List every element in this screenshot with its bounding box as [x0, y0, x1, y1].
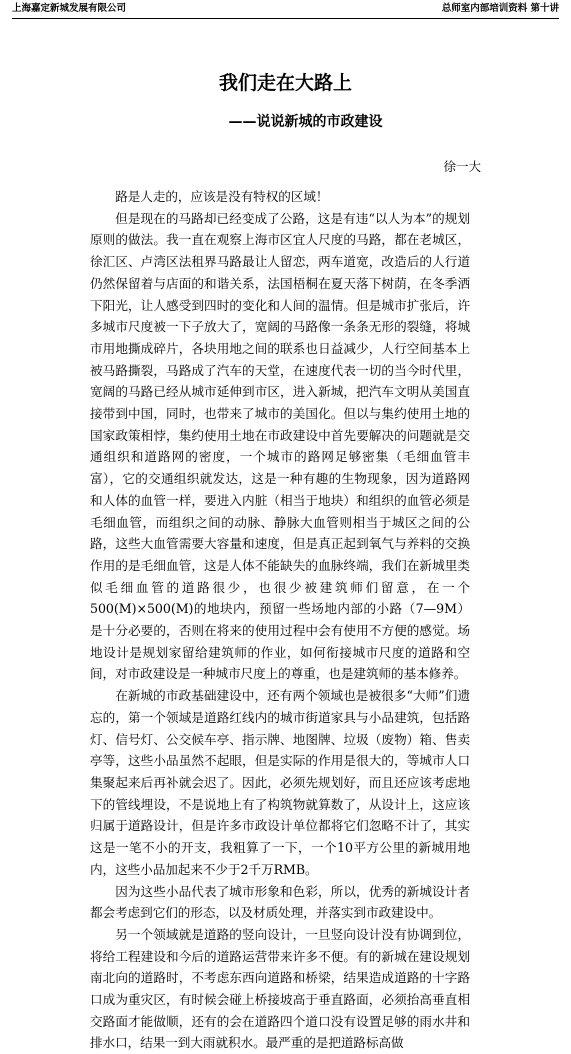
- author-name: 徐一大: [443, 159, 481, 174]
- article-title: 我们走在大路上: [218, 72, 352, 94]
- paragraph: 但是现在的马路却已经变成了公路，这是有违“以人为本”的规划原则的做法。我一直在观察上海市区宜人尺度的马路，都在老城区，徐汇区、卢湾区法租界马路最让人留恋，两车道宽，改造后的人行道仍然保留着与店面的和谐关系，法国梧桐在夏天落下树荫，在冬季洒下阳光，让人感受到四时的变化和人间的温情。但是城市扩张后，许多城市尺度被一下子放大了，宽阔的马路像一条条无形的裂缝，将城市用地撕成碎片，各块用地之间的联系也日益减少，人行空间基本上被马路撕裂，马路成了汽车的天堂，在速度代表一切的当今时代里，宽阔的马路已经从城市延伸到市区，进入新城，把汽车文明从美国直接带到中国，同时，也带来了城市的美国化。但以与集约使用土地的国家政策相悖，集约使用土地在市政建设中首先要解决的问题就是交通组织和道路网的密度，一个城市的路网足够密集（毛细血管丰富），它的交通组织就发达，这是一种有趣的生物现象，因为道路网和人体的血管一样，要进入内脏（相当于地块）和组织的血管必须是毛细血管，而组织之间的动脉、静脉大血管则相当于城区之间的公路，这些大血管需要大容量和速度，但是真正起到氧气与养料的交换作用的是毛细血管，这是人体不能缺失的血脉终端，我们在新城里类似毛细血管的道路很少，也很少被建筑师们留意，在一个500(M)×500(M)的地块内，预留一些场地内部的小路（7—9M）是十分必要的，否则在将来的使用过程中会有使用不方便的感觉。场地设计是规划家留给建筑师的作业，如何衔接城市尺度的道路和空间，对市政建设是一种城市尺度上的尊重，也是建筑师的基本修养。: [90, 210, 470, 682]
- header-company: 上海嘉定新城发展有限公司: [12, 3, 127, 14]
- paragraph: 因为这些小品代表了城市形象和色彩，所以，优秀的新城设计者都会考虑到它们的形态，以及材质处理，并落实到市政建设中。: [90, 883, 470, 921]
- paragraph: 另一个领域就是道路的竖向设计，一旦竖向设计没有协调到位，将给工程建设和今后的道路运营带来许多不便。有的新城在建设规划南北向的道路时，不考虑东西向道路和桥梁，结果造成道路的十字路口成为重灾区，有时候会碰上桥接坡高于垂直路面，必须抬高垂直相交路面才能做顺，还有的会在道路四个道口没有设置足够的雨水井和排水口，结果一到大雨就积水。最严重的是把道路标高做: [90, 926, 470, 1051]
- article-subtitle: ——说说新城的市政建设: [228, 114, 383, 130]
- page-header: [12, 0, 559, 19]
- paragraph: 路是人走的，应该是没有特权的区域！: [115, 189, 329, 204]
- paragraph: 在新城的市政基础建设中，还有两个领域也是被很多“大师”们遗忘的，第一个领域是道路红线内的城市街道家具与小品建筑，包括路灯、信号灯、公交候车亭、指示牌、地图牌、垃圾（废物）箱、售卖亭等，这些小品虽然不起眼，但是实际的作用是很大的，等城市人口集聚起来后再补就会迟了。因此，必须先规划好，而且还应该考虑地下的管线埋设，不是说地上有了构筑物就算数了，从设计上，这应该归属于道路设计，但是许多市政设计单位都将它们忽略不计了，其实这是一笔不小的开支，我粗算了一下，一个10平方公里的新城用地内，这些小品加起来不少于2千万RMB。: [90, 688, 470, 877]
- article-body: [90, 186, 470, 1054]
- header-series: 总师室内部培训资料 第十讲: [441, 3, 559, 14]
